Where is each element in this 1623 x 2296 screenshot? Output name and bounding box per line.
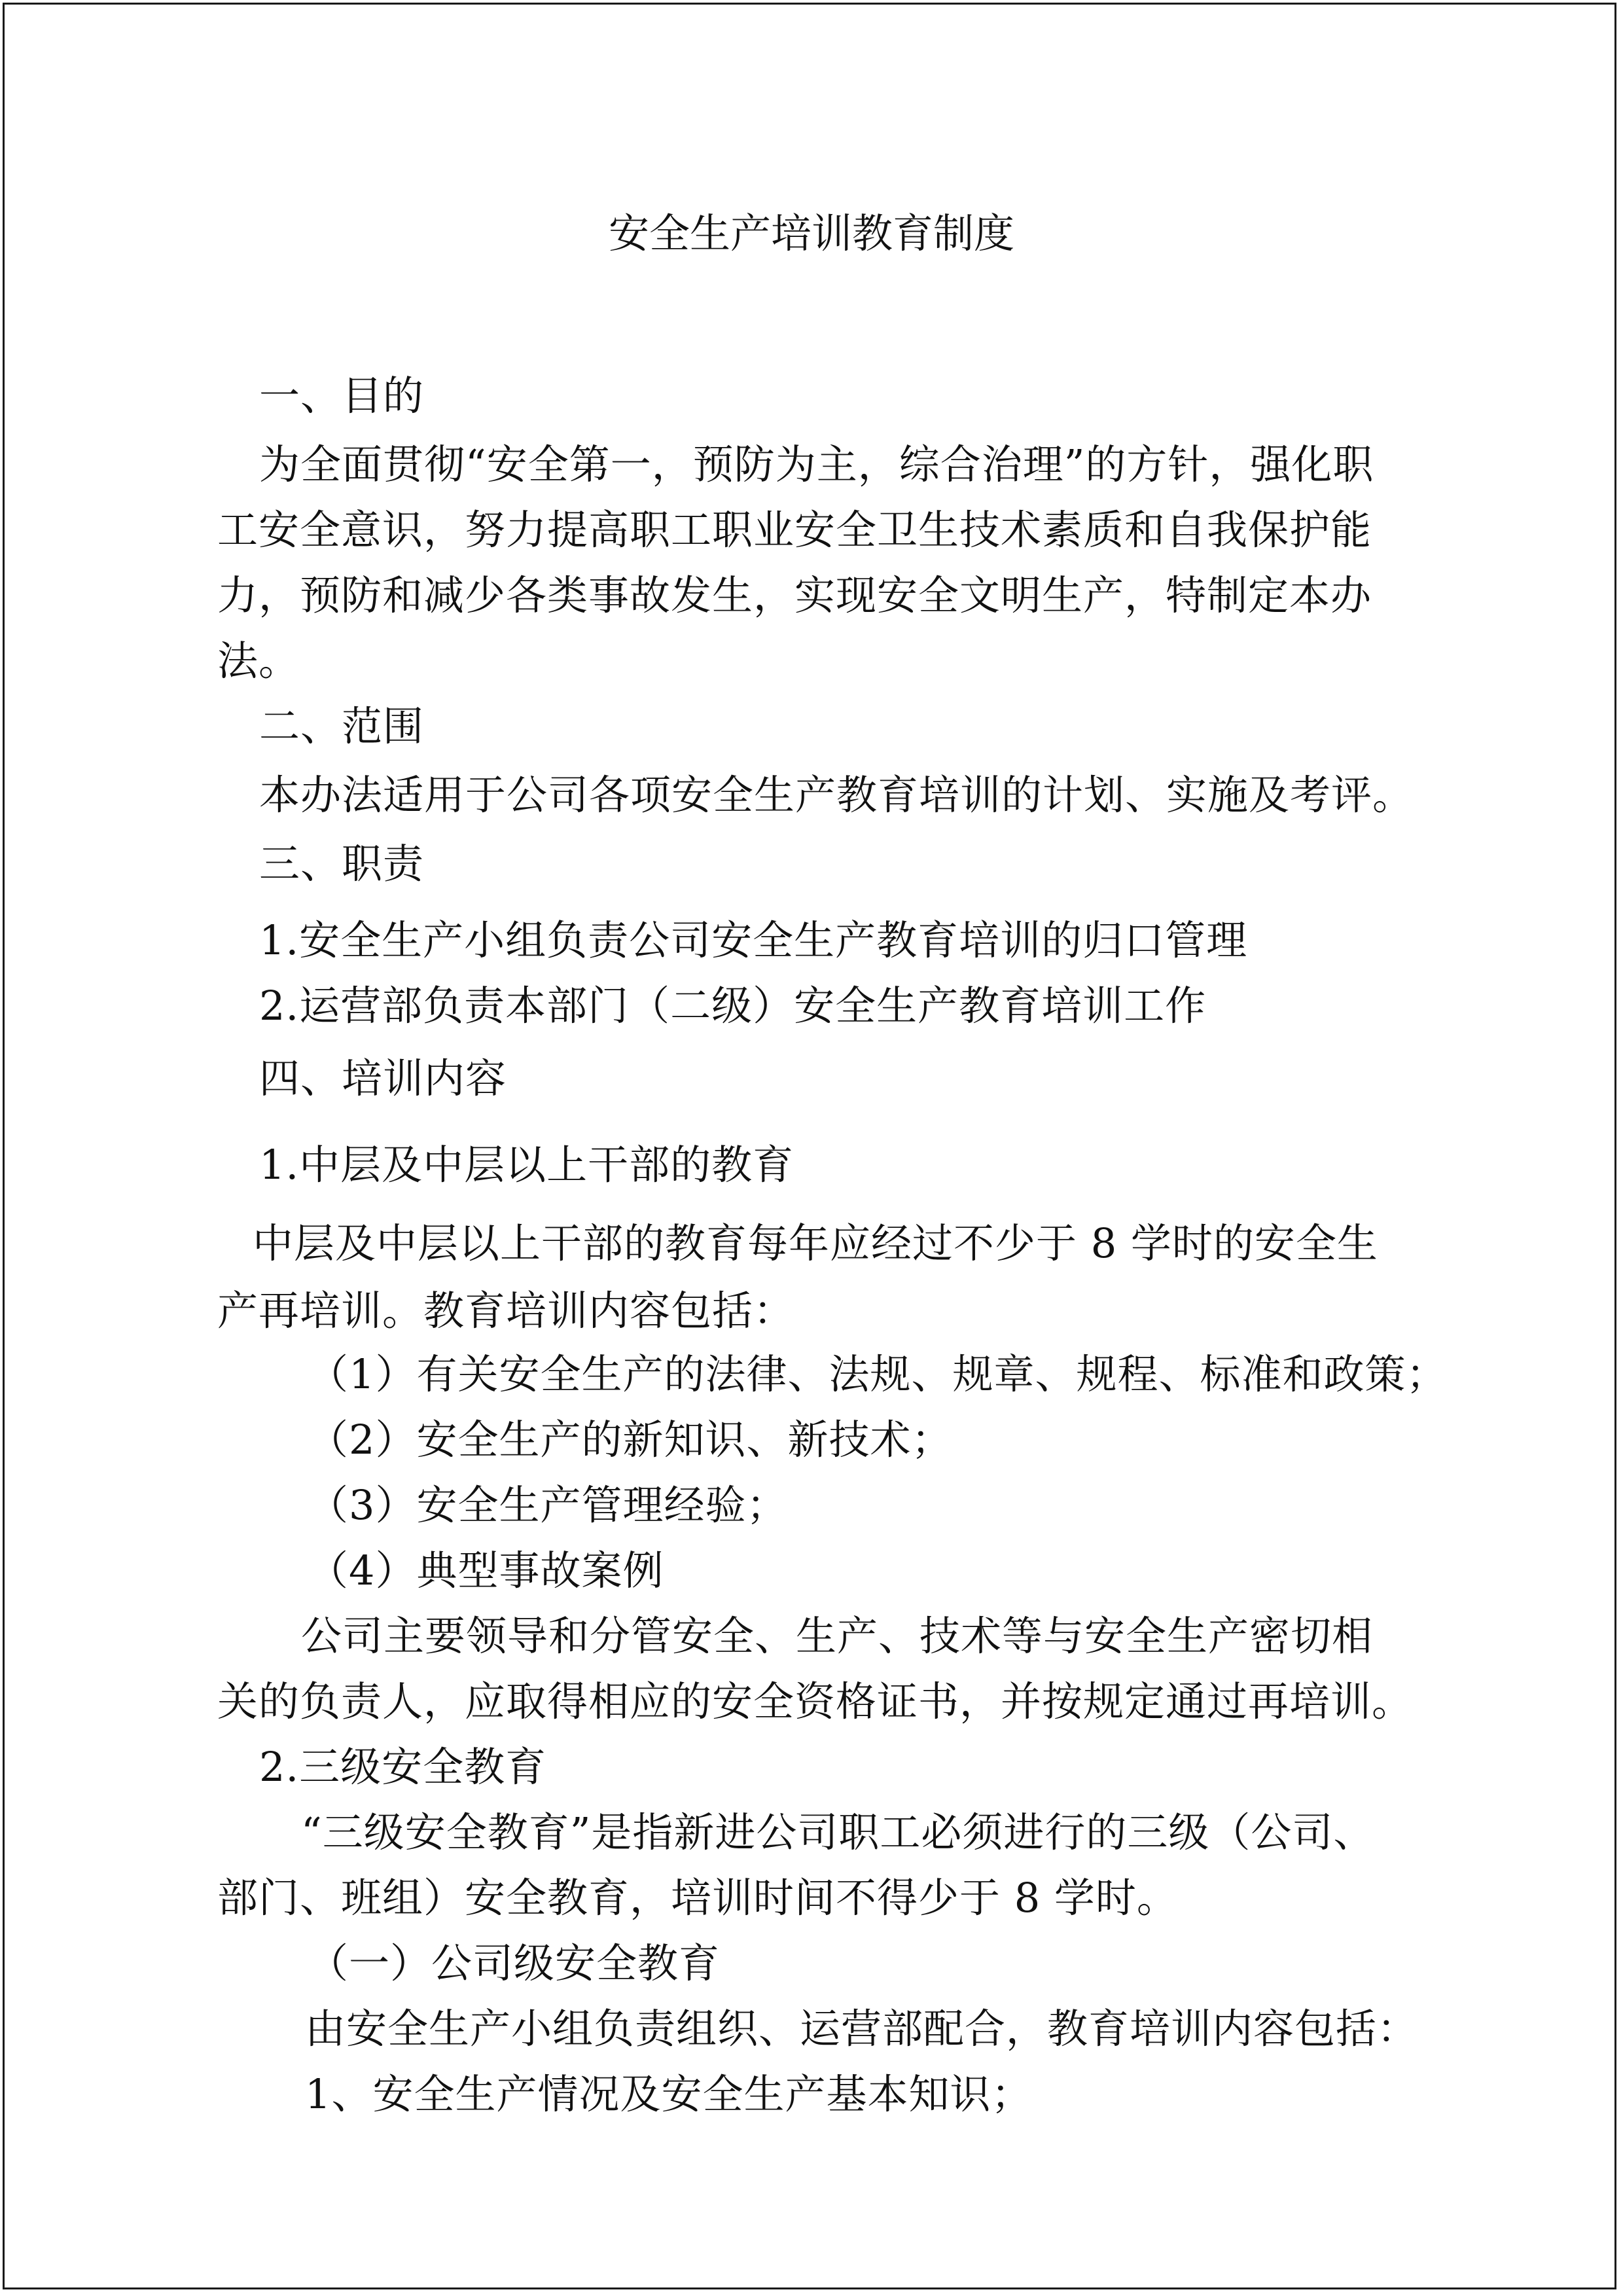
paragraph-line: 产再培训。教育培训内容包括： [217,1287,795,1335]
list-item: （3）安全生产管理经验； [308,1481,788,1529]
list-item: （1）有关安全生产的法律、法规、规章、规程、标准和政策； [308,1350,1448,1398]
paragraph-line: 力，预防和减少各类事故发生，实现安全文明生产，特制定本办 [217,571,1372,619]
paragraph-line: 工安全意识，努力提高职工职业安全卫生技术素质和自我保护能 [217,506,1372,554]
section-heading-scope: 二、范围 [259,702,425,750]
list-item: 2.运营部负责本部门（二级）安全生产教育培训工作 [259,982,1207,1030]
list-item: （4）典型事故案例 [308,1547,664,1594]
list-item: 1.安全生产小组负责公司安全生产教育培训的归口管理 [259,916,1248,964]
document-title: 安全生产培训教育制度 [608,209,1014,257]
subsection-heading: 1.中层及中层以上干部的教育 [259,1141,794,1189]
list-item: （2）安全生产的新知识、新技术； [308,1416,953,1463]
paragraph-line: 本办法适用于公司各项安全生产教育培训的计划、实施及考评。 [259,771,1414,819]
list-item: 1、安全生产情况及安全生产基本知识； [305,2070,1033,2118]
paragraph-line: “三级安全教育”是指新进公司职工必须进行的三级（公司、 [301,1808,1375,1856]
page-border [3,3,1616,2289]
subsection-heading: （一）公司级安全教育 [308,1939,721,1987]
paragraph-line: 关的负责人，应取得相应的安全资格证书，并按规定通过再培训。 [217,1677,1414,1725]
subsection-heading: 2.三级安全教育 [259,1743,547,1791]
paragraph-line: 由安全生产小组负责组织、运营部配合，教育培训内容包括： [305,2005,1419,2053]
paragraph-line: 中层及中层以上干部的教育每年应经过不少于 8 学时的安全生 [253,1219,1378,1267]
section-heading-purpose: 一、目的 [259,372,425,420]
section-heading-training-content: 四、培训内容 [259,1054,507,1102]
paragraph-line: 部门、班组）安全教育，培训时间不得少于 8 学时。 [217,1874,1178,1922]
section-heading-duties: 三、职责 [259,840,425,888]
paragraph-line: 为全面贯彻“安全第一，预防为主，综合治理”的方针，强化职 [259,440,1374,488]
paragraph-line: 法。 [217,637,300,685]
paragraph-line: 公司主要领导和分管安全、生产、技术等与安全生产密切相 [301,1612,1374,1660]
